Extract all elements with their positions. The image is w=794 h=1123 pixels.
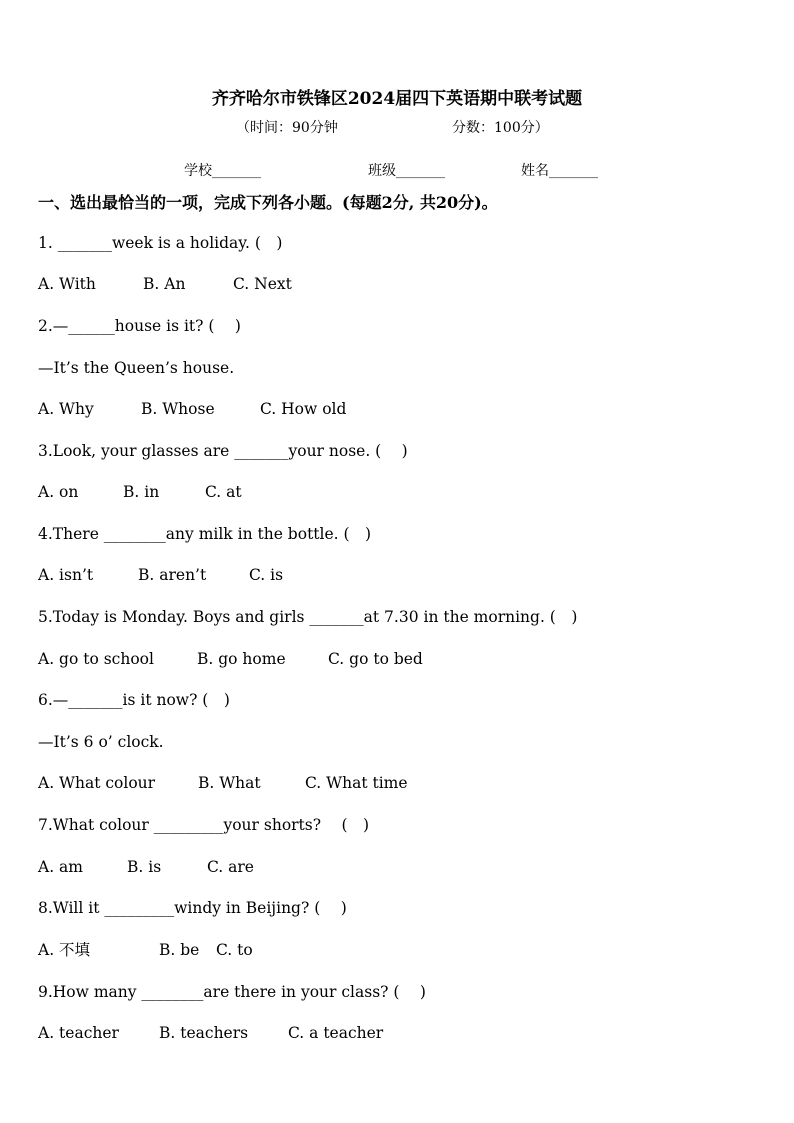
question-stem: 5.Today is Monday. Boys and girls _______at 7.30 in the morning. ( ) (38, 608, 578, 626)
question-options (38, 773, 408, 793)
class-field: 班级_______ (368, 163, 445, 179)
question-options (38, 482, 242, 502)
option-c: C. go to bed (328, 650, 423, 668)
option-b: B. An (143, 275, 186, 293)
option-c: C. How old (260, 400, 347, 418)
question-stem: 1. _______week is a holiday. ( ) (38, 234, 283, 252)
option-b: B. in (123, 483, 160, 501)
option-c: C. at (205, 483, 242, 501)
question-stem: 2.—______house is it? ( ) (38, 317, 241, 335)
option-a: A. With (38, 275, 96, 293)
question-stem: 9.How many ________are there in your class? ( ) (38, 983, 426, 1001)
option-c: C. is (249, 566, 284, 584)
question-options (38, 1023, 383, 1043)
option-b: B. Whose (141, 400, 215, 418)
question-stem: 8.Will it _________windy in Beijing? ( ) (38, 899, 347, 917)
question-stem: 7.What colour _________your shorts? ( ) (38, 816, 370, 834)
question-options (38, 649, 423, 669)
question-options (38, 857, 254, 877)
option-a: A. on (38, 483, 79, 501)
question-reply: —It’s the Queen’s house. (38, 359, 235, 377)
option-b: B. be (159, 941, 200, 959)
option-c: C. a teacher (288, 1024, 384, 1042)
question-options (38, 940, 253, 960)
exam-time: （时间：90分钟 (236, 120, 338, 136)
option-c: C. to (216, 941, 253, 959)
option-b: B. What (198, 774, 261, 792)
school-field: 学校_______ (184, 163, 261, 179)
name-field: 姓名_______ (521, 163, 598, 179)
question-options (38, 399, 346, 419)
question-options (38, 565, 283, 585)
option-a: A. What colour (38, 774, 156, 792)
option-a: A. isn’t (38, 566, 94, 584)
option-a: A. am (38, 858, 83, 876)
option-a: A. teacher (38, 1024, 119, 1042)
option-b: B. go home (197, 650, 286, 668)
option-a: A. go to school (38, 650, 154, 668)
question-options (38, 274, 292, 294)
option-b: B. teachers (159, 1024, 249, 1042)
section-heading: 一、选出最恰当的一项，完成下列各小题。(每题2分, 共20分)。 (38, 193, 498, 212)
exam-score: 分数：100分） (452, 120, 549, 136)
question-stem: 6.—_______is it now? ( ) (38, 691, 230, 709)
option-b: B. is (127, 858, 162, 876)
question-reply: —It’s 6 o’ clock. (38, 733, 164, 751)
option-b: B. aren’t (138, 566, 207, 584)
option-c: C. are (207, 858, 254, 876)
option-a: A. 不填 (38, 941, 91, 959)
option-c: C. What time (305, 774, 408, 792)
option-c: C. Next (233, 275, 292, 293)
page-title: 齐齐哈尔市铁锋区2024届四下英语期中联考试题 (211, 89, 583, 109)
question-stem: 3.Look, your glasses are _______your nose. ( ) (38, 442, 408, 460)
option-a: A. Why (38, 400, 94, 418)
question-stem: 4.There ________any milk in the bottle. ( ) (38, 525, 372, 543)
